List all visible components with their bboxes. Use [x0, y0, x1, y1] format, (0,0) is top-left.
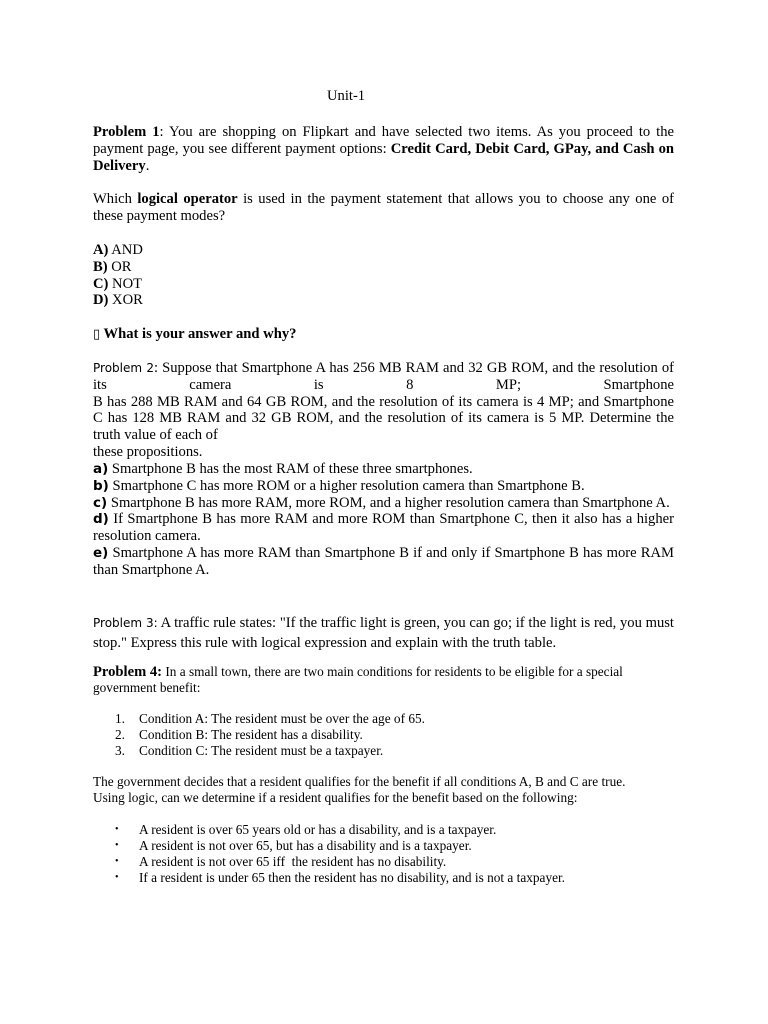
- problem-3-label: Problem 3:: [93, 616, 158, 630]
- bullet-icon: •: [115, 840, 119, 851]
- scenario-text: A resident is over 65 years old or has a disability, and is a taxpayer.: [139, 822, 497, 837]
- question-start: Which: [93, 191, 138, 207]
- choice-letter: A): [93, 242, 109, 258]
- problem-2-label: Problem 2: [93, 361, 154, 375]
- choice-b: [93, 259, 674, 276]
- proposition-text: Smartphone C has more ROM or a higher resolution camera than Smartphone B.: [108, 477, 585, 494]
- choice-d: [93, 292, 674, 309]
- problem-1-intro-end: .: [145, 157, 150, 174]
- choice-list: [93, 242, 674, 309]
- condition-item: [93, 711, 674, 727]
- problem-1-question: [93, 191, 674, 225]
- problem-1-statement: [93, 124, 674, 174]
- answer-prompt: [93, 326, 674, 344]
- proposition-b: [93, 478, 674, 495]
- scenario-text: If a resident is under 65 then the resident has no disability, and is not a taxpayer.: [139, 870, 566, 885]
- condition-number: 3.: [115, 743, 125, 758]
- proposition-text: Smartphone B has more RAM, more ROM, and a higher resolution camera than Smartphone A.: [107, 494, 670, 511]
- condition-item: [93, 743, 674, 759]
- choice-text: NOT: [108, 275, 143, 292]
- condition-number: 1.: [115, 711, 125, 726]
- choice-text: AND: [108, 242, 143, 258]
- proposition-text: Smartphone B has the most RAM of these three smartphones.: [108, 461, 473, 477]
- proposition-text: If Smartphone B has more RAM and more ROM than Smartphone C, then it also has a higher resolution camera.: [93, 511, 674, 545]
- choice-letter: C): [93, 275, 109, 292]
- decision-line: The government decides that a resident qualifies for the benefit if all conditions A, B and C are true.: [93, 774, 626, 789]
- missing-glyph-icon: ▯: [93, 327, 101, 342]
- problem-2-line-1: [93, 360, 674, 394]
- condition-item: [93, 727, 674, 743]
- proposition-list: [93, 461, 674, 579]
- choice-text: XOR: [108, 292, 143, 309]
- choice-a: [93, 242, 674, 259]
- proposition-letter: a): [93, 461, 109, 477]
- proposition-letter: b): [93, 477, 109, 494]
- condition-text: Condition C: The resident must be a taxpayer.: [139, 743, 384, 758]
- condition-text: Condition A: The resident must be over the age of 65.: [139, 711, 425, 726]
- problem-2-statement: [93, 360, 674, 461]
- list-item: [93, 870, 674, 886]
- problem-2-line-2: B has 288 MB RAM and 64 GB ROM, and the resolution of its camera is 4 MP; and Smartphone C has 128 MB RAM and 32 GB ROM, and the resolution of its camera is 5 MP. Determine the truth value of each of: [93, 393, 674, 444]
- condition-list: [93, 711, 674, 759]
- proposition-letter: d): [93, 511, 109, 528]
- list-item: [93, 822, 674, 838]
- condition-number: 2.: [115, 727, 125, 742]
- proposition-e: [93, 545, 674, 579]
- choice-text: OR: [107, 258, 132, 275]
- page-title: Unit-1: [327, 88, 366, 104]
- bullet-icon: •: [115, 856, 119, 867]
- proposition-letter: e): [93, 544, 109, 561]
- proposition-c: [93, 495, 674, 512]
- question-keyword: logical operator: [137, 191, 238, 207]
- proposition-d: [93, 511, 674, 545]
- problem-4-label: Problem 4:: [93, 664, 163, 680]
- condition-text: Condition B: The resident has a disability.: [139, 727, 363, 742]
- bullet-icon: •: [115, 824, 119, 835]
- problem-2-text: : Suppose that Smartphone A has 256 MB RAM and 32 GB ROM, and the resolution of its camera is 8 MP; Smartphone: [93, 360, 674, 393]
- bullet-icon: •: [115, 872, 119, 883]
- problem-2-line-3: these propositions.: [93, 443, 203, 460]
- problem-3-text: A traffic rule states: "If the traffic light is green, you can go; if the light is red, you must stop." Express this rule with logical expression and explain with the truth table.: [93, 615, 674, 651]
- choice-c: [93, 276, 674, 293]
- choice-letter: D): [93, 292, 109, 309]
- problem-4-text: In a small town, there are two main conditions for residents to be eligible for a special government benefit:: [93, 664, 623, 695]
- scenario-list: [93, 822, 674, 886]
- problem-1-intro: : You are shopping on Flipkart and have selected two items. As you proceed to the payment page, you see different payment options:: [93, 124, 674, 157]
- question-end: is used in the payment statement that allows you to choose any one of these payment modes?: [93, 191, 674, 224]
- answer-prompt-text: What is your answer and why?: [100, 326, 297, 342]
- proposition-a: [93, 461, 674, 478]
- list-item: [93, 854, 674, 870]
- choice-letter: B): [93, 258, 108, 275]
- scenario-text: A resident is not over 65, but has a disability and is a taxpayer.: [139, 838, 472, 853]
- problem-1-label: Problem 1: [93, 124, 160, 140]
- problem-3-statement: [93, 613, 674, 653]
- scenario-text: A resident is not over 65 iff the resident has no disability.: [139, 854, 447, 869]
- decision-statement: [93, 774, 674, 806]
- proposition-text: Smartphone A has more RAM than Smartphone B if and only if Smartphone B has more RAM than Smartphone A.: [93, 544, 674, 578]
- decision-line: Using logic, can we determine if a resident qualifies for the benefit based on the following:: [93, 790, 578, 805]
- proposition-letter: c): [93, 494, 108, 511]
- problem-4-statement: [93, 664, 674, 696]
- list-item: [93, 838, 674, 854]
- payment-options: Credit Card, Debit Card, GPay, and Cash on Delivery: [93, 140, 674, 174]
